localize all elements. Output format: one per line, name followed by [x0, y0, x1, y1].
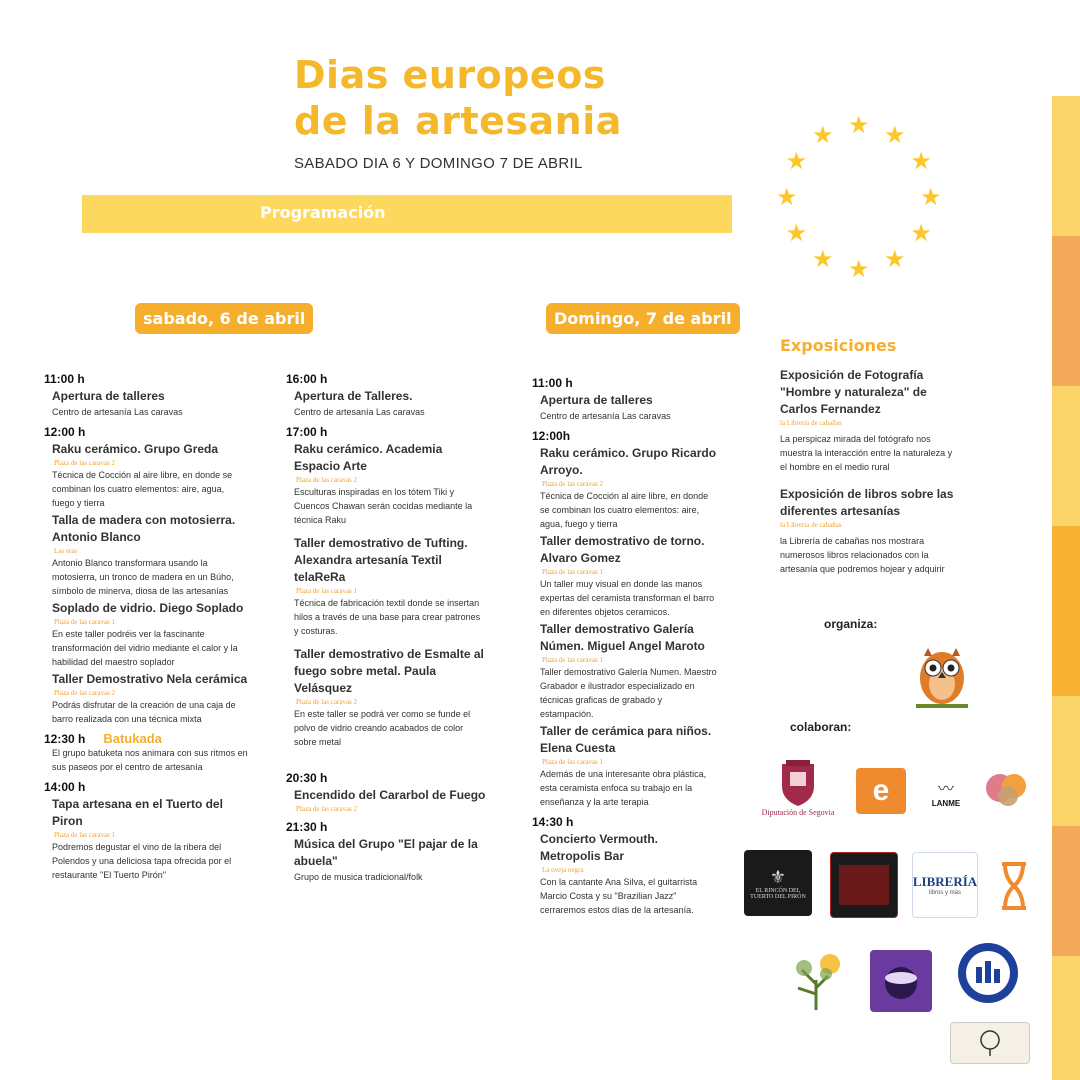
- event-time: 14:30 h: [532, 815, 574, 829]
- event-title: Raku cerámico. Academia Espacio Arte: [294, 442, 443, 473]
- title-line-1: Dias europeos: [294, 53, 606, 97]
- libreria-sub: libros y más: [928, 890, 961, 896]
- sunday-column: [532, 370, 717, 919]
- star-icon: ★: [910, 148, 932, 175]
- diputacion-text: Diputación de Segovia: [761, 807, 835, 817]
- saturday-column-2: [286, 366, 486, 886]
- libreria-logo: [912, 852, 978, 918]
- event-location: Plaza de las caravas 1: [542, 568, 604, 576]
- expo-desc: La perspicaz mirada del fotógrafo nos muestra la interacción entre la naturaleza y el hombre en el medio rural: [780, 434, 953, 472]
- event-location: Las eras: [54, 547, 78, 555]
- event-location: La oveja negra: [542, 866, 584, 874]
- expo-title: Exposición de libros sobre las diferentes artesanías: [780, 487, 954, 518]
- side-color-strip: [1052, 96, 1080, 1080]
- event-title: Batukada: [103, 731, 162, 746]
- event-title: Tapa artesana en el Tuerto del Piron: [52, 797, 223, 828]
- event-desc: Técnica de Cocción al aire libre, en donde se combinan los cuatro elementos: aire, agua, fuego y tierra: [52, 470, 233, 508]
- event-title: Apertura de talleres: [540, 393, 653, 407]
- event-location: Plaza de las caravas 2: [542, 480, 604, 488]
- event-location: Plaza de las caravas 2: [296, 698, 358, 706]
- expo-location: la Librería de cabañas: [780, 419, 842, 427]
- event-location: Plaza de las caravas 2: [296, 805, 358, 813]
- event-title: Talla de madera con motosierra. Antonio Blanco: [52, 513, 236, 544]
- event-time: 11:00 h: [532, 376, 573, 390]
- event-title: Raku cerámico. Grupo Ricardo Arroyo.: [540, 446, 717, 477]
- event-time: 14:00 h: [44, 780, 86, 794]
- event-time: 11:00 h: [44, 372, 85, 386]
- event-desc: Antonio Blanco transformara usando la motosierra, un tronco de madera en un Búho, símbolo de minerva, diosa de las artesanías: [52, 558, 234, 596]
- event-title: Raku cerámico. Grupo Greda: [52, 442, 219, 456]
- star-icon: ★: [776, 184, 798, 211]
- espacio-arte-logo: e: [856, 768, 906, 814]
- event-time: 12:00 h: [44, 425, 86, 439]
- libreria-text: LIBRERÍA: [912, 874, 978, 889]
- event-desc: En este taller podréis ver la fascinante transformación del vidrio mediante el calor y la habilidad del maestro soplador: [52, 629, 238, 667]
- small-bottom-logo: [950, 1022, 1030, 1064]
- star-icon: ★: [812, 246, 834, 274]
- star-icon: ★: [848, 256, 870, 283]
- event-time: 16:00 h: [286, 372, 328, 386]
- event-desc: En este taller se podrá ver como se funde el polvo de vidrio creando acabados de color sobre metal: [294, 709, 471, 747]
- event-desc: Podrás disfrutar de la creación de una caja de barro realizada con una técnica mixta: [52, 700, 236, 724]
- event-location: Plaza de las caravas 1: [542, 656, 604, 664]
- saturday-column-1: [44, 366, 249, 884]
- star-icon: ★: [920, 184, 942, 211]
- event-desc: Un taller muy visual en donde las manos expertas del ceramista transforman el barro en diferentes objetos ceramicos.: [540, 579, 715, 617]
- lanme-text: LANME: [931, 799, 961, 808]
- expo-desc: la Librería de cabañas nos mostrara numerosos libros relacionados con la artesanía que podremos hojear y adquirir: [780, 536, 945, 574]
- event-desc: Centro de artesanía Las caravas: [540, 411, 671, 421]
- saturday-pill: sabado, 6 de abril: [135, 303, 313, 334]
- event-time-row: [44, 732, 249, 746]
- event-title: Apertura de talleres: [52, 389, 165, 403]
- event-title: Taller Demostrativo Nela cerámica: [52, 672, 248, 686]
- event-desc: Centro de artesanía Las caravas: [52, 407, 183, 417]
- eu-stars-emblem: [776, 114, 944, 282]
- programacion-label: Programación: [260, 203, 386, 222]
- event-desc: Esculturas inspiradas en los tótem Tiki y Cuencos Chawan serán cocidas mediante la técnica Raku: [294, 487, 473, 525]
- centro-artesania-logo: [982, 768, 1036, 816]
- event-title: Taller demostrativo de Esmalte al fuego sobre metal. Paula Velásquez: [294, 647, 484, 695]
- event-title: Apertura de Talleres.: [294, 389, 413, 403]
- event-title: Taller demostrativo de Tufting. Alexandra artesanía Textil telaReRa: [294, 536, 468, 584]
- event-location: Plaza de las caravas 1: [296, 587, 358, 595]
- numen-poster-logo: [830, 852, 898, 918]
- metropolis-logo: [954, 940, 1022, 1006]
- event-title: Taller demostrativo Galería Númen. Miguel Angel Maroto: [540, 622, 705, 653]
- event-time: 12:30 h: [44, 732, 86, 746]
- event-time: 20:30 h: [286, 771, 328, 785]
- event-desc: Taller demostrativo Galería Numen. Maestro Grabador e ilustrador especializado en técnicas graficas de grabado y estampación.: [540, 667, 717, 719]
- sunday-pill: Domingo, 7 de abril: [546, 303, 740, 334]
- event-title: Música del Grupo "El pajar de la abuela": [294, 837, 478, 868]
- event-location: Plaza de las caravas 2: [54, 459, 116, 467]
- event-desc: Técnica de Cocción al aire libre, en donde se combinan los cuatro elementos: aire, agua, fuego y tierra: [540, 491, 709, 529]
- star-icon: ★: [812, 121, 834, 149]
- star-icon: ★: [884, 246, 906, 274]
- expo-location: la Librería de cabañas: [780, 521, 842, 529]
- star-icon: ★: [785, 220, 808, 247]
- event-title: Encendido del Cararbol de Fuego: [294, 788, 486, 802]
- colaboran-label: colaboran:: [790, 720, 852, 734]
- event-desc: El grupo batuketa nos animara con sus ritmos en sus paseos por el centro de artesanía: [52, 748, 248, 772]
- batuketa-logo: [870, 950, 932, 1012]
- event-title: Taller demostrativo de torno. Alvaro Gomez: [540, 534, 705, 565]
- title-line-2: de la artesania: [294, 99, 622, 143]
- event-title: Soplado de vidrio. Diego Soplado: [52, 601, 244, 615]
- event-time: 12:00h: [532, 429, 571, 443]
- event-desc: Con la cantante Ana Silva, el guitarrista Marcio Costa y su "Brazilian Jazz" cerraremos estos días de la artesanía.: [540, 877, 698, 915]
- tree-logo: [782, 944, 850, 1018]
- event-desc: Además de una interesante obra plástica, esta ceramista enfoca su trabajo en la enseñanza y la arte terapia: [540, 769, 707, 807]
- event-location: Plaza de las caravas 1: [54, 618, 116, 626]
- event-desc: Podremos degustar el vino de la ribera del Polendos y una deliciosa tapa ofrecida por el restaurante "El Tuerto Pirón": [52, 842, 232, 880]
- event-location: Plaza de las caravas 1: [54, 831, 116, 839]
- programacion-banner: [82, 195, 732, 233]
- event-time: 17:00 h: [286, 425, 328, 439]
- event-location: Plaza de las caravas 2: [54, 689, 116, 697]
- star-icon: ★: [848, 112, 870, 139]
- event-location: Plaza de las caravas 2: [296, 476, 358, 484]
- tuerto-text: EL RINCÓN DEL TUERTO DEL PIRÓN: [750, 887, 806, 900]
- event-title: Taller de cerámica para niños. Elena Cuesta: [540, 724, 712, 755]
- star-icon: ★: [785, 148, 808, 175]
- expo-title: Exposición de Fotografía "Hombre y naturaleza" de Carlos Fernandez: [780, 368, 927, 416]
- exposiciones-heading: Exposiciones: [780, 336, 897, 355]
- organizer-owl-logo: [902, 620, 982, 720]
- event-desc: Centro de artesanía Las caravas: [294, 407, 425, 417]
- tuerto-piron-logo: ⚜ EL RINCÓN DEL TUERTO DEL PIRÓN: [744, 850, 812, 916]
- organiza-label: organiza:: [824, 617, 878, 631]
- event-desc: Técnica de fabricación textil donde se insertan hilos a través de una base para crear patrones y costuras.: [294, 598, 481, 636]
- hourglass-logo: [994, 860, 1034, 912]
- event-desc: Grupo de musica tradicional/folk: [294, 872, 423, 882]
- exposiciones-section: [780, 336, 960, 578]
- page-subtitle: SABADO DIA 6 Y DOMINGO 7 DE ABRIL: [294, 155, 583, 172]
- star-icon: ★: [884, 121, 906, 149]
- star-icon: ★: [910, 220, 932, 247]
- event-location: Plaza de las caravas 1: [542, 758, 604, 766]
- diputacion-segovia-logo: [750, 750, 846, 824]
- event-time: 21:30 h: [286, 820, 328, 834]
- page-title: [294, 52, 622, 144]
- lanme-logo: 〰 LANME: [931, 781, 961, 808]
- event-title: Concierto Vermouth. Metropolis Bar: [540, 832, 659, 863]
